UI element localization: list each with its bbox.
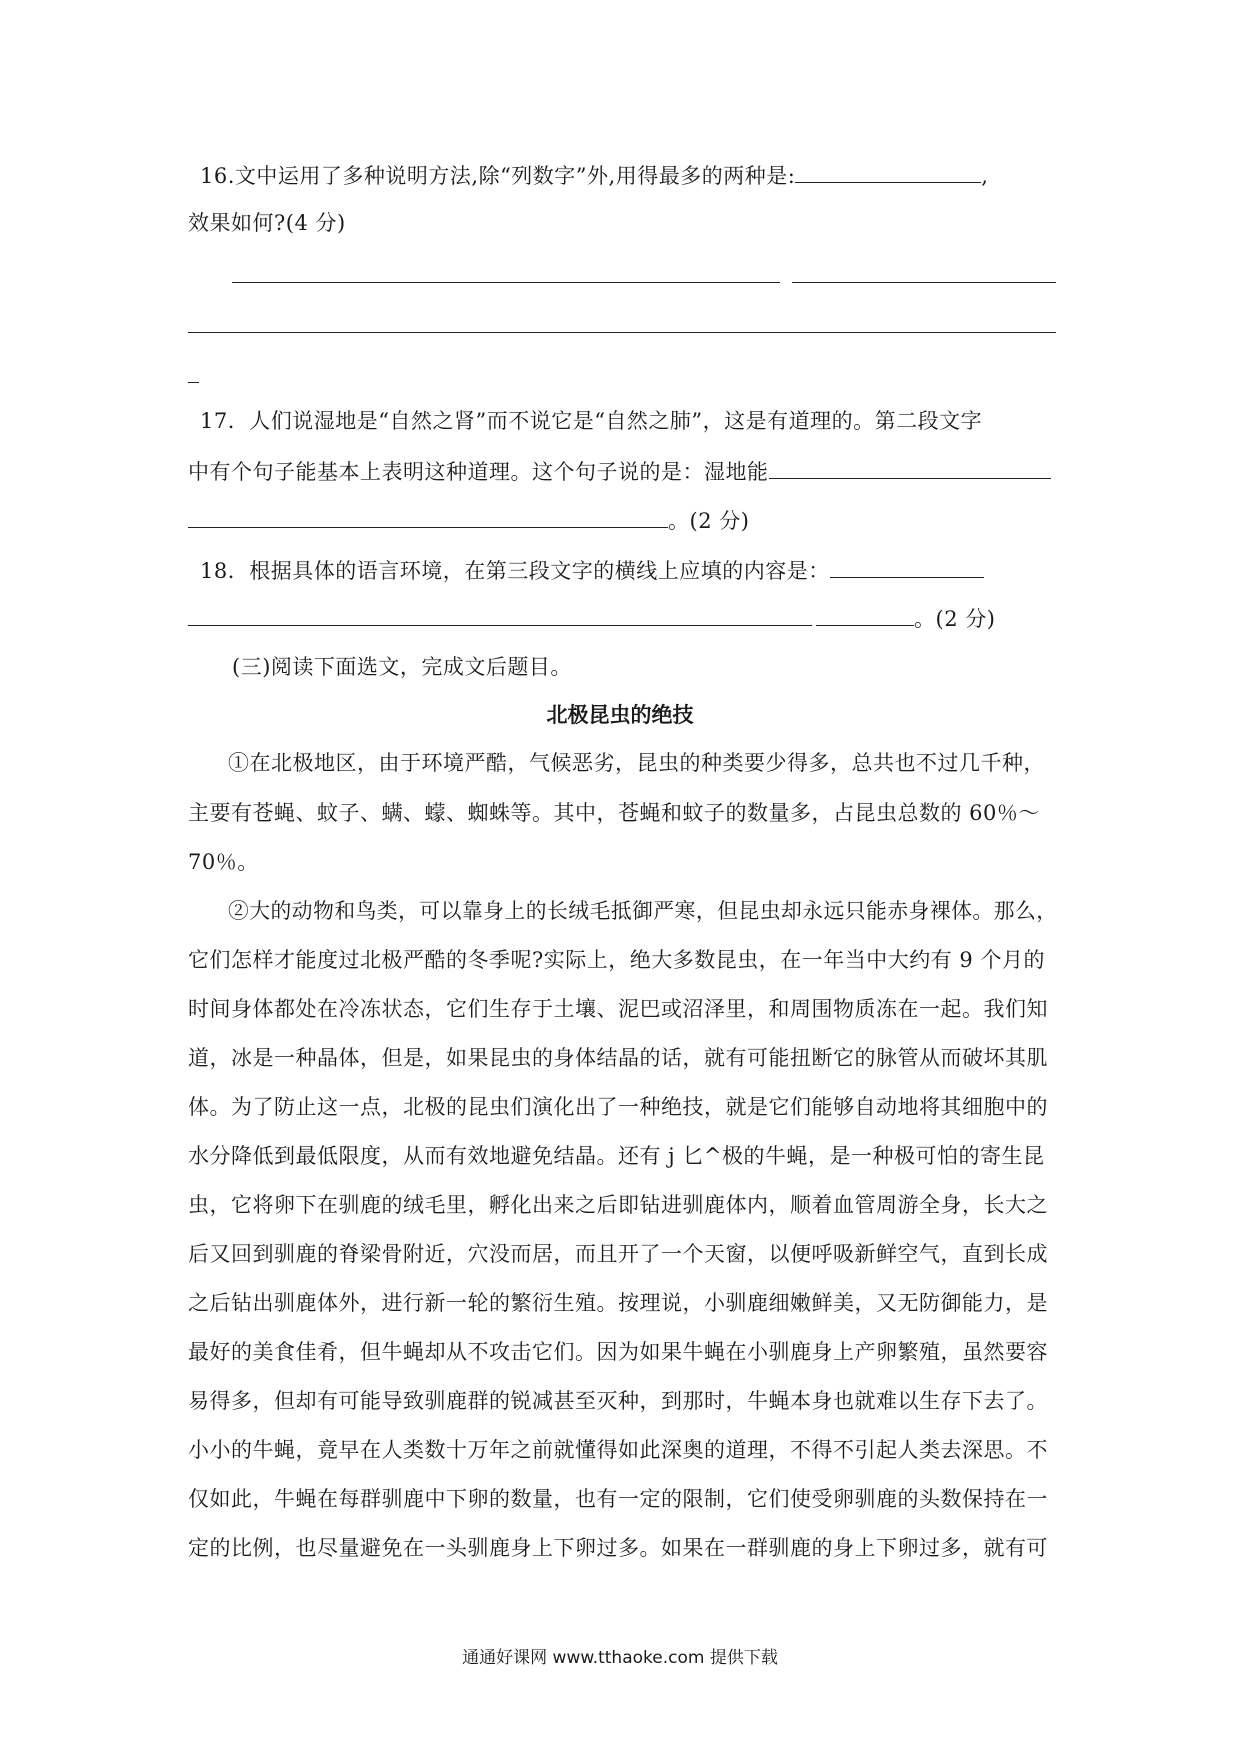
paragraph2-line-4: 道，冰是一种晶体，但是，如果昆虫的身体结晶的话，就有可能扭断它的脉管从而破坏其肌 [188,1046,1048,1070]
q17-answer-blank-2[interactable] [188,505,668,528]
q18-text: 18．根据具体的语言环境，在第三段文字的横线上应填的内容是： [200,559,830,583]
q17-line1 [200,406,982,436]
section3-intro-text: (三)阅读下面选文，完成文后题目。 [232,655,572,679]
q16-answer-line-2[interactable] [188,332,1056,333]
q17-text-2: 中有个句子能基本上表明这种道理。这个句子说的是：湿地能 [188,460,769,484]
q16-answer-blank[interactable] [795,160,981,183]
q18-line2 [188,603,995,634]
paragraph2-line-9: 之后钻出驯鹿体外，进行新一轮的繁衍生殖。按理说，小驯鹿细嫩鲜美，又无防御能力，是 [188,1291,1048,1315]
paragraph2-line-6: 水分降低到最低限度，从而有效地避免结晶。还有 j 匕^极的牛蝇，是一种极可怕的寄生昆 [188,1144,1045,1168]
article-title: 北极昆虫的绝技 [546,702,694,727]
paragraph1-line-1: ①在北极地区，由于环境严酷，气候恶劣，昆虫的种类要少得多，总共也不过几千种， [228,751,1045,775]
q16-answer-line-3[interactable] [188,382,199,383]
q18-line1 [200,555,984,586]
q17-text-1: 17．人们说湿地是“自然之肾”而不说它是“自然之肺”，这是有道理的。第二段文字 [200,409,983,433]
paragraph2-line-13: 仅如此，牛蝇在每群驯鹿中下卵的数量，也有一定的限制，它们使受卵驯鹿的头数保持在一 [188,1487,1048,1511]
q16-answer-line-1b[interactable] [792,282,1056,283]
paragraph2-line-8: 后又回到驯鹿的脊梁骨附近，穴没而居，而且开了一个天窗，以便呼吸新鲜空气，直到长成 [188,1242,1048,1266]
q16-effect-prompt: 效果如何?(4 分) [188,211,346,235]
paragraph2-line-12: 小小的牛蝇，竟早在人类数十万年之前就懂得如此深奥的道理，不得不引起人类去深思。不 [188,1438,1048,1462]
q16-line1 [200,160,988,191]
paragraph2-line-7: 虫，它将卵下在驯鹿的绒毛里，孵化出来之后即钻进驯鹿体内，顺着血管周游全身，长大之 [188,1193,1048,1217]
q18-answer-blank-2[interactable] [188,603,812,626]
q18-answer-blank-3[interactable] [816,603,914,626]
q18-answer-blank-1[interactable] [830,555,984,578]
q16-prompt: 16.文中运用了多种说明方法,除“列数字”外,用得最多的两种是: [200,164,796,188]
q16-answer-line-1a[interactable] [232,282,780,283]
paragraph1-line-2: 主要有苍蝇、蚊子、螨、蠓、蜘蛛等。其中，苍蝇和蚊子的数量多，占昆虫总数的 60％～ [188,801,1040,825]
section3-intro [232,652,572,682]
q17-line2 [188,456,1051,487]
paragraph2-line-5: 体。为了防止这一点，北极的昆虫们演化出了一种绝技，就是它们能够自动地将其细胞中的 [188,1095,1048,1119]
q17-answer-blank-1[interactable] [769,456,1051,479]
paragraph1-line-3: 70％。 [188,850,259,874]
paragraph2-line-10: 最好的美食佳肴，但牛蝇却从不攻击它们。因为如果牛蝇在小驯鹿身上产卵繁殖，虽然要容 [188,1340,1048,1364]
paragraph2-line-3: 时间身体都处在冷冻状态，它们生存于土壤、泥巴或沼泽里，和周围物质冻在一起。我们知 [188,997,1048,1021]
q16-line2 [188,208,346,238]
q17-line3 [188,505,749,536]
paragraph2-line-1: ②大的动物和鸟类，可以靠身上的长绒毛抵御严寒，但昆虫却永远只能赤身裸体。那么， [228,899,1058,923]
paragraph2-line-2: 它们怎样才能度过北极严酷的冬季呢?实际上，绝大多数昆虫，在一年当中大约有 9 个月的 [188,948,1045,972]
paragraph2-line-11: 易得多，但却有可能导致驯鹿群的锐减甚至灭种，到那时，牛蝇本身也就难以生存下去了。 [188,1389,1048,1413]
paragraph2-line-14: 定的比例，也尽量避免在一头驯鹿身上下卵过多。如果在一群驯鹿的身上下卵过多，就有可 [188,1536,1048,1560]
page-footer: 通通好课网 www.tthaoke.com 提供下载 [462,1648,778,1668]
q16-comma: , [981,164,989,188]
q18-score: 。(2 分) [914,607,996,631]
q17-score: 。(2 分) [668,509,750,533]
